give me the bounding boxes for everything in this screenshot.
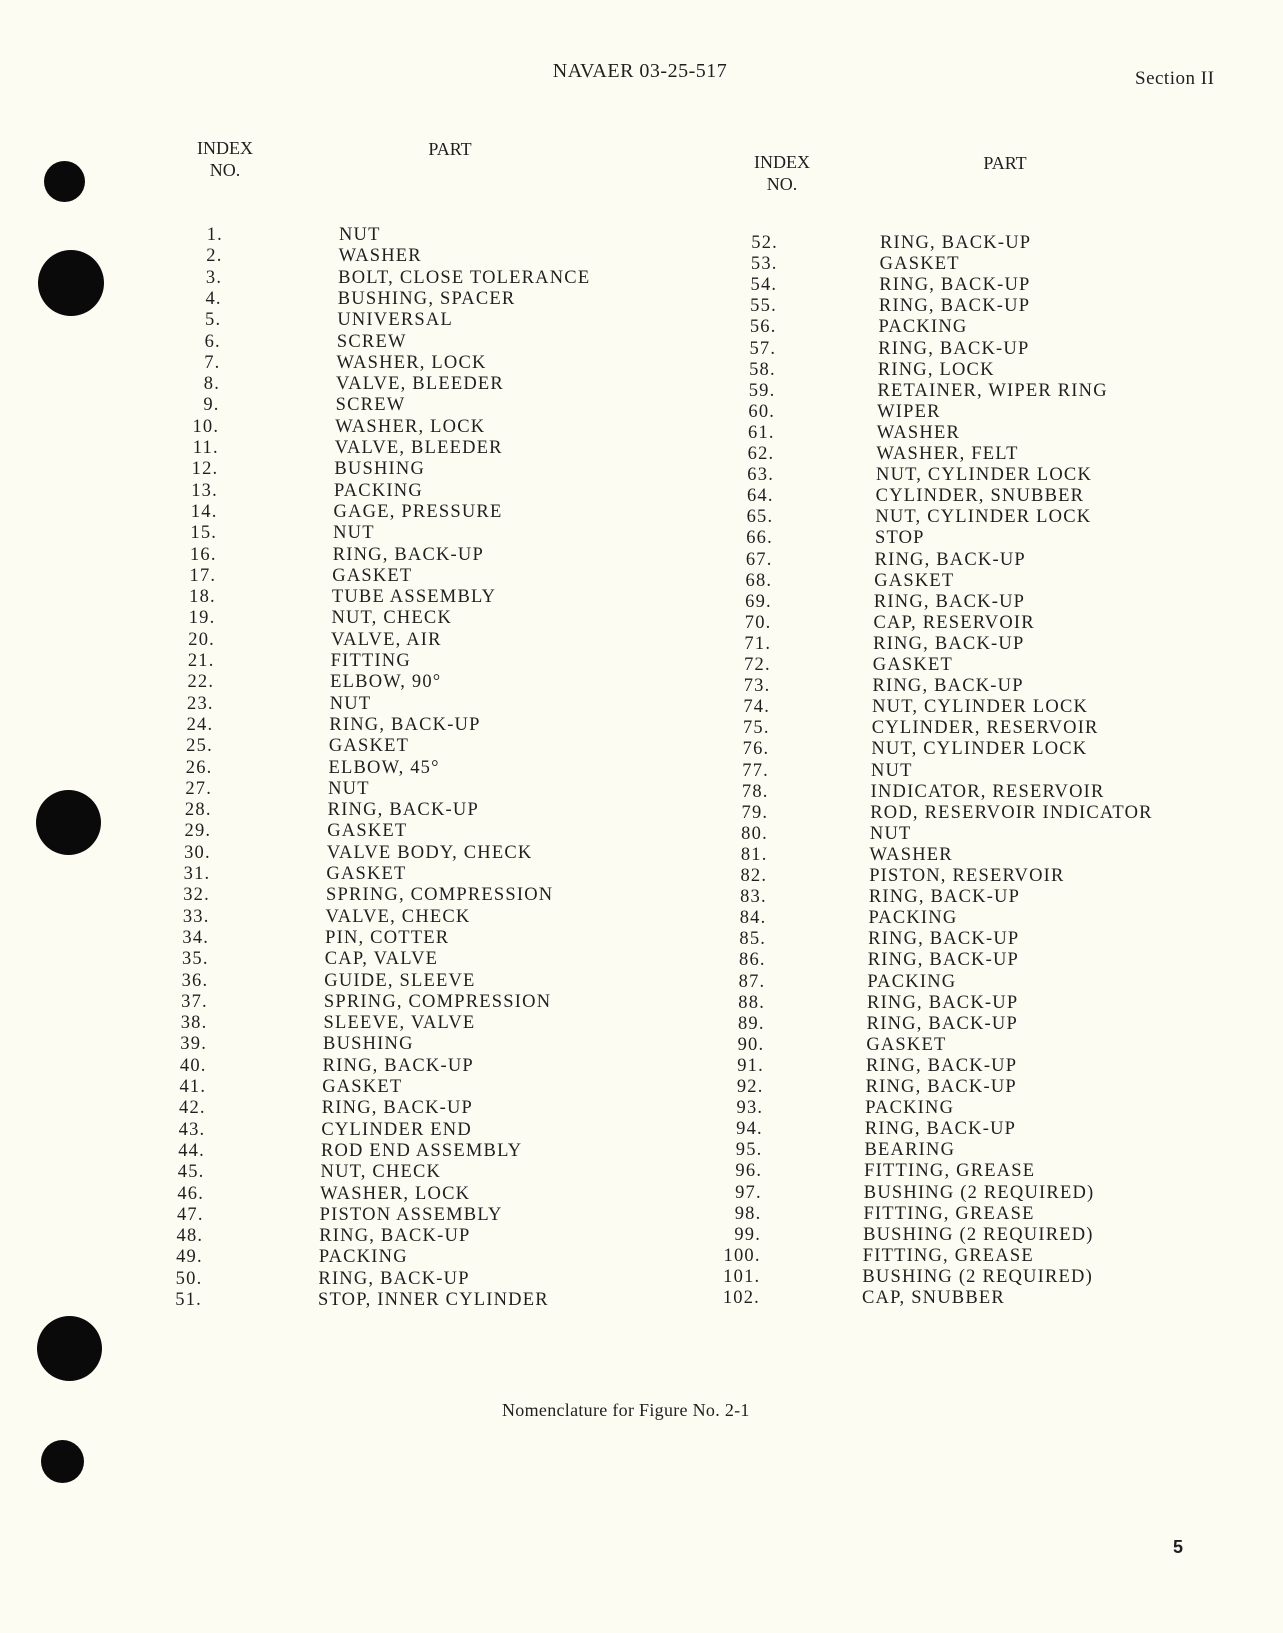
index-number: 24. <box>186 714 214 735</box>
part-name: PACKING <box>867 971 957 992</box>
part-name: FITTING <box>330 651 411 671</box>
part-name: GASKET <box>327 821 408 842</box>
no-label: NO. <box>766 174 798 194</box>
part-name: PACKING <box>868 908 958 929</box>
part-name: VALVE, BLEEDER <box>336 374 504 395</box>
index-number: 31. <box>183 864 211 884</box>
part-name: ROD END ASSEMBLY <box>320 1140 523 1161</box>
index-number: 68. <box>745 570 773 591</box>
index-number: 23. <box>187 693 214 714</box>
part-name: BUSHING (2 REQUIRED) <box>863 1224 1094 1245</box>
index-label: INDEX <box>754 152 810 172</box>
index-number: 9. <box>203 395 220 416</box>
part-name: RING, BACK-UP <box>332 544 484 565</box>
index-number: 36. <box>181 970 209 991</box>
part-name: WASHER <box>876 422 961 443</box>
part-name: PISTON ASSEMBLY <box>319 1204 503 1225</box>
part-name: PACKING <box>333 480 423 501</box>
index-number: 100. <box>723 1245 761 1266</box>
index-number: 29. <box>184 821 212 842</box>
part-name: BUSHING (2 REQUIRED) <box>863 1182 1095 1203</box>
part-name: NUT, CHECK <box>320 1162 442 1183</box>
part-name: GASKET <box>332 565 413 586</box>
part-name: RING, BACK-UP <box>319 1226 471 1247</box>
part-name: BOLT, CLOSE TOLERANCE <box>338 267 591 288</box>
index-number: 62. <box>747 444 775 464</box>
part-name: RING, BACK-UP <box>880 233 1032 253</box>
part-name: RING, LOCK <box>877 359 995 380</box>
part-name: VALVE, BLEEDER <box>334 438 503 458</box>
part-name: CAP, VALVE <box>324 949 439 970</box>
index-number: 45. <box>177 1162 205 1183</box>
part-name: CAP, SNUBBER <box>862 1288 1005 1308</box>
part-name: BUSHING <box>334 459 426 480</box>
index-number: 28. <box>184 800 212 821</box>
part-name: WASHER, FELT <box>876 444 1019 464</box>
part-name: RING, BACK-UP <box>867 950 1020 971</box>
part-name: STOP <box>874 528 925 549</box>
index-number: 75. <box>742 718 770 739</box>
index-number: 101. <box>723 1266 761 1287</box>
part-name: NUT <box>333 523 375 544</box>
binder-hole-2 <box>38 250 104 316</box>
index-number: 8. <box>203 374 221 395</box>
index-number: 44. <box>178 1140 205 1161</box>
part-name: ROD, RESERVOIR INDICATOR <box>870 802 1153 823</box>
index-number: 18. <box>189 587 216 608</box>
part-name: VALVE, CHECK <box>325 906 471 927</box>
part-name: GASKET <box>872 655 953 675</box>
index-number: 59. <box>748 380 776 401</box>
index-number: 33. <box>182 906 210 927</box>
part-name: WASHER <box>869 844 953 865</box>
index-number: 10. <box>192 416 220 437</box>
part-name: INDICATOR, RESERVOIR <box>870 781 1105 802</box>
part-name: BUSHING, SPACER <box>337 288 516 309</box>
part-name: WASHER <box>338 246 422 267</box>
index-number: 52. <box>751 233 778 253</box>
binder-hole-3 <box>36 790 101 855</box>
index-number: 49. <box>176 1247 203 1268</box>
part-name: NUT, CYLINDER LOCK <box>876 465 1093 486</box>
index-number: 13. <box>191 480 218 501</box>
index-number: 41. <box>179 1077 207 1097</box>
part-name: RING, BACK-UP <box>865 1055 1018 1076</box>
binder-hole-1 <box>44 161 85 202</box>
part-name: WASHER, LOCK <box>335 416 486 437</box>
part-name: WIPER <box>877 401 941 422</box>
part-name: GASKET <box>328 736 410 757</box>
part-name: NUT, CYLINDER LOCK <box>871 739 1088 760</box>
part-name: FITTING, GREASE <box>864 1161 1036 1182</box>
page-number: 5 <box>1173 1537 1184 1557</box>
index-number: 27. <box>185 778 213 799</box>
index-number: 93. <box>736 1098 764 1119</box>
part-name: RING, BACK-UP <box>865 1077 1017 1097</box>
part-name: RING, BACK-UP <box>878 296 1031 317</box>
index-number: 82. <box>740 866 768 886</box>
part-name: SCREW <box>336 331 407 352</box>
part-name: RETAINER, WIPER RING <box>877 380 1108 401</box>
index-number: 26. <box>185 757 213 778</box>
section-label: Section II <box>1135 68 1215 89</box>
part-name: CAP, RESERVOIR <box>873 612 1035 633</box>
index-number: 74. <box>743 697 771 718</box>
index-number: 80. <box>741 823 768 844</box>
part-name: NUT <box>871 760 913 781</box>
index-number: 7. <box>204 352 221 373</box>
part-name: TUBE ASSEMBLY <box>331 587 497 608</box>
index-number: 102. <box>722 1288 760 1308</box>
index-number: 70. <box>744 612 772 633</box>
index-number: 79. <box>741 802 769 823</box>
part-name: NUT, CHECK <box>331 608 453 629</box>
index-number: 46. <box>177 1183 205 1204</box>
index-number: 85. <box>739 929 767 950</box>
index-number: 55. <box>750 296 777 317</box>
part-name: ELBOW, 90° <box>330 672 442 693</box>
part-name: BUSHING <box>323 1034 414 1055</box>
index-number: 21. <box>187 651 215 671</box>
index-number: 95. <box>735 1140 763 1161</box>
part-name: NUT, CYLINDER LOCK <box>875 507 1092 528</box>
part-name: RING, BACK-UP <box>329 714 481 735</box>
part-name: VALVE, AIR <box>331 629 442 650</box>
index-number: 12. <box>191 459 219 480</box>
index-number: 66. <box>746 528 773 549</box>
part-name: GASKET <box>874 570 955 591</box>
part-name: NUT <box>339 225 381 245</box>
part-name: CYLINDER END <box>321 1119 472 1140</box>
part-name: NUT <box>329 693 372 714</box>
part-name: BEARING <box>864 1140 956 1161</box>
part-name: FITTING, GREASE <box>863 1203 1035 1224</box>
part-name: RING, BACK-UP <box>864 1119 1017 1140</box>
left-index-header <box>185 137 265 181</box>
index-number: 94. <box>736 1119 763 1140</box>
index-number: 99. <box>734 1224 762 1245</box>
index-number: 42. <box>179 1098 206 1119</box>
index-number: 87. <box>738 971 766 992</box>
part-name: RING, BACK-UP <box>868 887 1021 908</box>
index-number: 63. <box>747 465 775 486</box>
part-name: RING, BACK-UP <box>868 929 1020 950</box>
index-number: 38. <box>180 1013 208 1034</box>
part-name: GUIDE, SLEEVE <box>324 970 476 991</box>
part-name: CYLINDER, RESERVOIR <box>871 718 1099 739</box>
index-number: 83. <box>740 887 767 908</box>
part-name: RING, BACK-UP <box>874 549 1026 570</box>
index-number: 43. <box>178 1119 206 1140</box>
index-number: 40. <box>179 1055 207 1076</box>
index-number: 15. <box>190 523 218 544</box>
index-number: 78. <box>741 781 769 802</box>
part-name: VALVE BODY, CHECK <box>326 842 533 863</box>
index-number: 91. <box>737 1055 764 1076</box>
part-name: SPRING, COMPRESSION <box>325 885 554 906</box>
index-number: 69. <box>745 591 772 612</box>
index-number: 76. <box>742 739 770 760</box>
part-name: GASKET <box>326 864 407 884</box>
index-number: 67. <box>745 549 773 570</box>
part-name: RING, BACK-UP <box>327 800 479 821</box>
index-number: 20. <box>188 629 216 650</box>
index-number: 17. <box>189 565 217 586</box>
part-name: RING, BACK-UP <box>878 338 1030 359</box>
index-number: 50. <box>175 1268 203 1289</box>
no-label: NO. <box>209 160 241 180</box>
part-name: RING, BACK-UP <box>322 1055 474 1076</box>
index-number: 84. <box>739 908 767 929</box>
part-name: PISTON, RESERVOIR <box>869 866 1065 886</box>
right-index-header <box>742 151 822 195</box>
index-number: 73. <box>743 676 771 697</box>
part-name: SPRING, COMPRESSION <box>323 991 552 1012</box>
index-number: 77. <box>742 760 769 781</box>
part-name: RING, BACK-UP <box>866 1013 1018 1034</box>
index-number: 51. <box>175 1290 202 1310</box>
index-number: 92. <box>736 1077 764 1097</box>
part-name: WASHER, LOCK <box>320 1183 471 1204</box>
index-number: 4. <box>205 288 222 309</box>
part-name: RING, BACK-UP <box>879 275 1031 296</box>
index-number: 48. <box>176 1226 204 1247</box>
part-name: SLEEVE, VALVE <box>323 1013 476 1034</box>
part-name: STOP, INNER CYLINDER <box>318 1290 549 1310</box>
part-name: RING, BACK-UP <box>321 1098 474 1119</box>
index-number: 72. <box>744 655 771 675</box>
index-number: 2. <box>206 246 223 267</box>
index-number: 30. <box>184 842 211 863</box>
index-number: 16. <box>189 544 217 565</box>
right-part-header: PART <box>983 153 1027 173</box>
part-name: FITTING, GREASE <box>862 1245 1034 1266</box>
part-name: RING, BACK-UP <box>872 676 1024 697</box>
index-number: 32. <box>183 885 210 906</box>
index-number: 86. <box>739 950 766 971</box>
index-number: 56. <box>749 317 777 338</box>
index-number: 25. <box>186 736 213 757</box>
part-name: RING, BACK-UP <box>873 591 1026 612</box>
index-number: 37. <box>181 991 208 1012</box>
part-name: CYLINDER, SNUBBER <box>875 486 1085 507</box>
part-name: SCREW <box>335 395 406 416</box>
index-number: 22. <box>187 672 215 693</box>
index-number: 14. <box>190 501 218 522</box>
index-number: 58. <box>749 359 776 380</box>
index-number: 71. <box>744 633 772 654</box>
part-name: RING, BACK-UP <box>318 1268 470 1289</box>
figure-caption: Nomenclature for Figure No. 2-1 <box>502 1400 750 1420</box>
index-number: 53. <box>750 254 778 275</box>
part-name: PACKING <box>878 317 968 338</box>
index-number: 6. <box>204 331 221 352</box>
part-name: BUSHING (2 REQUIRED) <box>862 1266 1093 1287</box>
index-number: 98. <box>734 1203 762 1224</box>
binder-hole-5 <box>41 1440 84 1483</box>
left-part-header: PART <box>428 139 472 159</box>
index-label: INDEX <box>197 138 253 158</box>
part-name: NUT, CYLINDER LOCK <box>872 697 1089 718</box>
part-name: UNIVERSAL <box>337 310 453 331</box>
part-name: PACKING <box>318 1247 408 1268</box>
index-number: 81. <box>740 844 768 865</box>
index-number: 47. <box>176 1204 204 1225</box>
part-name: ELBOW, 45° <box>328 757 440 778</box>
document-number: NAVAER 03-25-517 <box>552 60 728 82</box>
part-name: PACKING <box>865 1098 955 1119</box>
binder-hole-4 <box>37 1316 102 1381</box>
index-number: 97. <box>735 1182 762 1203</box>
index-number: 39. <box>180 1034 208 1055</box>
index-number: 1. <box>206 225 223 245</box>
index-number: 89. <box>737 1013 765 1034</box>
index-number: 64. <box>746 486 774 507</box>
index-number: 60. <box>748 401 776 422</box>
part-name: NUT <box>869 823 912 844</box>
part-name: GASKET <box>866 1034 947 1055</box>
index-number: 11. <box>192 438 219 458</box>
part-name: WASHER, LOCK <box>336 352 487 373</box>
index-number: 5. <box>205 310 222 331</box>
part-name: RING, BACK-UP <box>873 633 1025 654</box>
part-name: GAGE, PRESSURE <box>333 501 503 522</box>
index-number: 19. <box>188 608 216 629</box>
index-number: 54. <box>750 275 778 296</box>
index-number: 3. <box>205 267 223 288</box>
part-name: PIN, COTTER <box>325 927 450 948</box>
index-number: 57. <box>749 338 777 359</box>
index-number: 65. <box>746 507 774 528</box>
index-number: 61. <box>748 422 775 443</box>
index-number: 34. <box>182 927 210 948</box>
index-number: 90. <box>737 1034 765 1055</box>
index-number: 96. <box>735 1161 763 1182</box>
part-name: NUT <box>328 778 370 799</box>
part-name: GASKET <box>879 254 960 275</box>
index-number: 35. <box>181 949 209 970</box>
part-name: GASKET <box>322 1077 403 1097</box>
part-name: RING, BACK-UP <box>867 992 1019 1013</box>
index-number: 88. <box>738 992 766 1013</box>
